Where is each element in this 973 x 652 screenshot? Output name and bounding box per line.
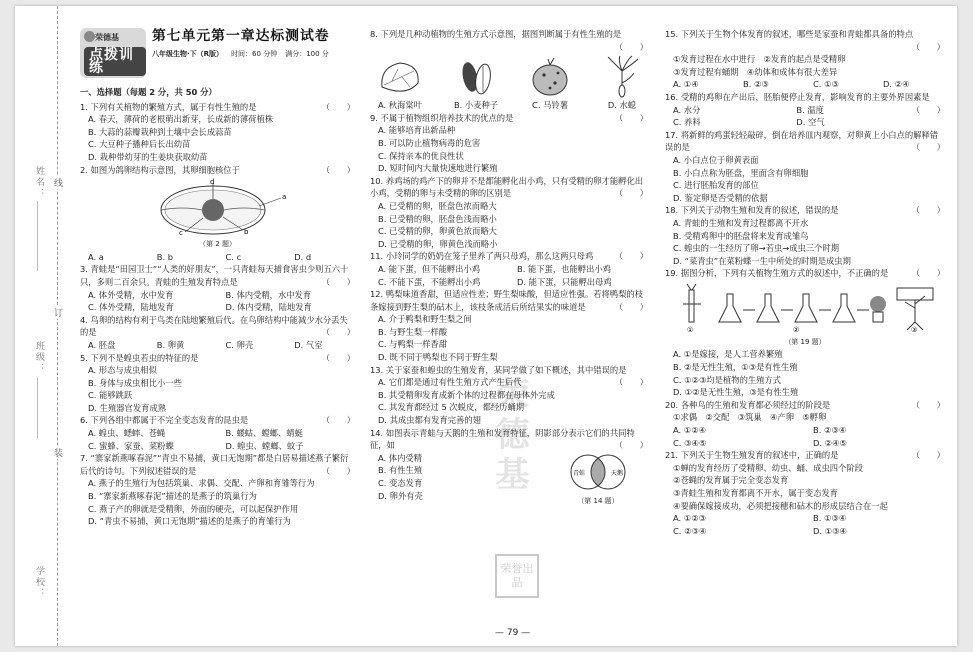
option-b: B. 其受精卵发育成新个体的过程都在母体外完成 (378, 389, 555, 400)
option-c: C. ②③④ (673, 525, 707, 536)
question-19 (665, 267, 945, 399)
statement: ④要确保嫁接成功，必须把接穗和砧木的形成层结合在一起 (673, 500, 888, 511)
answer-blank: （ ） (614, 188, 648, 199)
option-c: C. 蝗虫的一生经历了卵→若虫→成虫三个时期 (673, 243, 840, 254)
question-15 (665, 28, 945, 91)
option-d: D. 能下蛋，只能孵出母鸡 (517, 276, 612, 287)
question-stem: 2. 如图为鸽卵结构示意图，其卵细胞核位于 (80, 164, 240, 175)
page-title: 第七单元第一章达标测试卷 (152, 28, 330, 44)
potato-image (528, 55, 572, 99)
figure-caption: （第 2 题） (199, 240, 236, 249)
seed-germination-figure (897, 288, 933, 330)
option-b: B. 身体与成虫相比小一些 (88, 377, 182, 388)
question-10 (370, 175, 648, 251)
option-c: C. ①③ (813, 79, 839, 90)
name-blank (37, 201, 38, 271)
label-b: b (243, 228, 248, 237)
option-d: D. ②④⑤ (813, 437, 847, 448)
question-stem: 7. “寨家新燕啄春泥”“青虫不易捕，黄口无饱期”都是白居易描述燕子繁衍后代的诗句。下列叙述错误的是 (80, 453, 349, 476)
option-a: A. ①④ (673, 79, 699, 90)
brand-name: 荣德基 (95, 33, 119, 42)
answer-blank: （ ） (321, 101, 355, 112)
binding-mark-pack: 装 (52, 448, 62, 457)
statement: ②苍蝇的发育属于完全变态发育 (673, 475, 789, 486)
option-b: B. 已受精的卵，胚盘色浅而略小 (378, 213, 497, 224)
question-4 (80, 314, 355, 352)
score-label: 满分：100 分 (285, 49, 329, 58)
option-d: D. 蝗虫、螳螂、蚊子 (225, 440, 304, 451)
option-a: A. 水分 (673, 104, 701, 115)
answer-blank: （ ） (911, 104, 945, 115)
egg-diagram (80, 178, 355, 236)
option-b: B. 有性生殖 (378, 465, 423, 476)
question-stem: 3. 青蛙是“田园卫士”“人类的好朋友”，一只青蛙每天捕食害虫少则五六十只，多则二百余只。青蛙的生殖发育特点是 (80, 264, 349, 287)
option-d: D. “菜青虫”在菜粉蝶一生中所处的时期是成虫期 (673, 255, 851, 266)
option-d: D. 体内受精，陆地发育 (225, 302, 312, 313)
option-c: C. 卵壳 (225, 339, 254, 350)
option-d: D. 空气 (796, 117, 825, 128)
option-d: D. ①③④ (813, 525, 847, 536)
option-a: A. ①②③ (673, 513, 707, 524)
binding-mark-line: 线 (52, 178, 62, 187)
question-stem: 14. 如图表示青蛙与天鹅的生殖和发育特征，阴影部分表示它们的共同特征，如 (370, 427, 635, 451)
option-a: A. ①②④ (673, 425, 707, 436)
option-c: C. 燕子产的卵就是受精卵，外面的硬壳，可以起保护作用 (88, 503, 299, 514)
label-d: d (209, 178, 214, 187)
option-a: A. 能下蛋，但不能孵出小鸡 (378, 263, 481, 274)
question-16 (665, 91, 945, 129)
answer-blank: （ ） (614, 112, 648, 123)
figure-number-2: ② (793, 325, 800, 334)
option-c: C. 体外受精，陆地发育 (88, 302, 174, 313)
brand-logo (80, 28, 146, 78)
question-stem: 17. 将新鲜的鸡蛋轻轻敲碎，倒在培养皿内观察，对卵黄上小白点的解释错误的是 (665, 129, 939, 153)
answer-blank: （ ） (321, 352, 355, 363)
option-b: B. ①③④ (813, 513, 847, 524)
option-c: C. 进行胚胎发育的部位 (673, 180, 759, 191)
option-b: B. 能下蛋，也能孵出小鸡 (517, 263, 611, 274)
answer-blank: （ ） (911, 268, 945, 279)
option-c: C. ③④⑤ (673, 437, 707, 448)
question-12 (370, 288, 648, 364)
option-d: D. 已受精的卵，卵黄色浅而略小 (378, 238, 498, 249)
answer-blank: （ ） (321, 276, 355, 287)
question-stem: 21. 下列关于生物生殖发育的叙述中，正确的是 (665, 450, 839, 461)
option-c: C. 能够跳跃 (88, 390, 133, 401)
reproduction-images (370, 55, 648, 112)
option-a: A. 秋海棠叶 (378, 100, 422, 111)
column-1 (80, 6, 355, 528)
option-a: A. 体内受精 (378, 452, 422, 463)
hydra-image (602, 55, 642, 99)
option-a: A. 蝗虫、蟋蟀、苍蝇 (88, 428, 166, 439)
figure-caption: （第 19 题） (784, 337, 826, 346)
figure-number-3: ③ (911, 325, 918, 334)
wheat-seed-image (456, 57, 496, 99)
option-c: C. 马铃薯 (532, 100, 569, 111)
option-a: A. 胚盘 (88, 339, 116, 350)
answer-blank: （ ） (911, 450, 945, 461)
option-d: D. 其成虫都有发育完善的翅 (378, 415, 481, 426)
question-stem: 15. 下列关于生物个体发育的叙述，哪些是家蚕和青蛙都具备的特点 (665, 29, 914, 39)
logo-text: 点拨训练 (84, 47, 146, 76)
question-14 (370, 427, 648, 508)
statement: ①蝉的发育经历了受精卵、幼虫、蛹、成虫四个阶段 (673, 462, 863, 473)
question-7 (80, 452, 355, 528)
question-stem: 20. 各种鸟的生殖和发育都必须经过的阶段是 (665, 399, 831, 410)
tissue-culture-figure (719, 294, 886, 322)
answer-blank: （ ） (321, 415, 355, 426)
question-17 (665, 129, 945, 205)
question-2 (80, 164, 355, 264)
option-b: B. 体内受精，水中发育 (225, 289, 312, 300)
column-2 (370, 28, 648, 508)
option-d: D. ①②是无性生殖，③是有性生殖 (673, 387, 799, 398)
option-d: D. ②④ (883, 79, 910, 90)
answer-blank: （ ） (321, 164, 355, 175)
option-a: A. 能够培育出新品种 (378, 125, 456, 136)
question-stem: 18. 下列关于动物生殖和发育的叙述，错误的是 (665, 205, 839, 216)
plant-reproduction-figure (665, 282, 945, 334)
cut-line (57, 6, 58, 646)
option-a: A. 形态与成虫相似 (88, 365, 157, 376)
option-c: C. 大豆种子播种后长出幼苗 (88, 139, 191, 150)
option-d: D. “青虫不易捕，黄口无饱期”描述的是燕子的育雏行为 (88, 516, 291, 527)
statement: ③青蛙生殖和发育都离不开水，属于变态发育 (673, 488, 839, 498)
option-b: B. 卵黄 (156, 339, 185, 350)
option-a: A. 体外受精，水中发育 (88, 289, 174, 300)
question-1 (80, 101, 355, 164)
option-d: D. 短时间内大量快速地进行繁殖 (378, 163, 498, 174)
option-d: D. 鉴定卵是否受精的依据 (673, 192, 768, 203)
question-stem: 10. 养鸡场的鸡产下的卵并不是都能孵化出小鸡，只有受精的卵才能孵化出小鸡，受精的卵与未受精的卵的区别是 (370, 175, 644, 199)
question-stem: 11. 小玲同学的奶奶在笼子里养了两只母鸡，那么这两只母鸡 (370, 251, 594, 262)
figure-number-1: ① (687, 325, 694, 334)
binding-mark-order: 订 (52, 308, 62, 317)
answer-blank: （ ） (614, 377, 648, 388)
option-b: B. 蝼蛄、螳螂、蜻蜓 (225, 428, 303, 439)
question-11 (370, 250, 648, 288)
option-b: B. ②③④ (813, 425, 847, 436)
answer-blank: （ ） (321, 327, 355, 338)
answer-blank: （ ） (321, 465, 355, 476)
option-d: D. 生殖器官发育成熟 (88, 402, 167, 413)
answer-blank: （ ） (614, 41, 648, 52)
option-d: D. 卵外有壳 (378, 490, 423, 501)
question-stem: 1. 下列有关植物的繁殖方式，属于有性生殖的是 (80, 101, 257, 112)
grade-label: 八年级生物·下（R版） (152, 49, 224, 58)
answer-blank: （ ） (614, 440, 648, 451)
statement: ①求偶 ②交配 ③筑巢 ④产卵 ⑤孵卵 (673, 412, 827, 423)
option-c: C. 已受精的卵，卵黄色浓而略大 (378, 226, 497, 237)
option-b: B. 小麦种子 (453, 100, 499, 111)
option-d: D. 气室 (294, 339, 323, 350)
option-d: D. 水螅 (607, 100, 637, 111)
option-b: B. 受精鸡卵中的胚盘将来发育成雏鸟 (673, 230, 809, 241)
venn-label-frog: 青蛙 (573, 469, 586, 477)
name-label: 姓名： (34, 166, 44, 199)
answer-blank: （ ） (911, 41, 945, 52)
option-b: B. ②是无性生殖，①③是有性生殖 (673, 362, 798, 373)
question-stem: 9. 不属于植物组织培养技术的优点的是 (370, 112, 514, 123)
watermark: 荣德基 (489, 376, 529, 496)
option-b: B. 温度 (796, 104, 824, 115)
question-stem: 5. 下列不是蝗虫若虫的特征的是 (80, 352, 199, 363)
page-number: — 79 — (495, 628, 531, 638)
question-stem: 19. 据图分析，下列有关植物生殖方式的叙述中，不正确的是 (665, 268, 889, 279)
option-a: A. 已受精的卵，胚盘色浓而略大 (378, 200, 497, 211)
question-stem: 6. 下列各组中都属于不完全变态发育的昆虫是 (80, 415, 249, 426)
class-blank (37, 378, 38, 438)
question-stem: 12. 鸭梨味道香甜，但适应性差；野生梨味酸，但适应性强。若将鸭梨的枝条嫁接到野生梨的砧木上，该枝条成活后所结果实的味道是 (370, 289, 644, 312)
option-c: C. c (225, 251, 242, 262)
answer-blank: （ ） (614, 251, 648, 262)
question-9 (370, 112, 648, 175)
option-a: A. 春天，薄荷的老根萌出新芽，长成新的薄荷植株 (88, 114, 274, 125)
label-a: a (281, 193, 286, 202)
question-3 (80, 263, 355, 313)
option-a: A. 介于鸭梨和野生梨之间 (378, 314, 472, 325)
option-c: C. ①②③均是植物的生殖方式 (673, 374, 782, 385)
question-8 (370, 28, 648, 112)
grafting-figure (683, 284, 701, 322)
option-b: B. ②③ (743, 79, 769, 90)
option-c: C. 变态发育 (378, 478, 423, 488)
class-label: 班级： (34, 341, 44, 374)
option-c: C. 其发育都经过 5 次蜕皮，都经历蛹期 (378, 402, 525, 413)
option-a: A. 小白点位于卵黄表面 (673, 154, 759, 165)
binding-margin (15, 6, 77, 646)
school-label: 学校： (34, 566, 44, 599)
question-20 (665, 399, 945, 449)
option-b: B. 大蒜的蒜瓣栽种到土壤中会长成蒜苗 (88, 126, 232, 137)
option-a: A. ①是嫁接，是人工营养繁殖 (673, 349, 783, 360)
exam-page (15, 6, 957, 646)
statement: ①发育过程在水中进行 ②发育的起点是受精卵 (673, 54, 846, 65)
section-heading: 一、选择题（每题 2 分，共 50 分） (80, 87, 217, 97)
option-b: B. 可以防止植物病毒的危害 (378, 137, 481, 148)
option-b: B. 小白点称为胚盘，里面含有卵细胞 (673, 167, 809, 178)
begonia-leaf-image (376, 57, 424, 99)
venn-label-swan: 天鹅 (611, 469, 624, 477)
option-d: D. d (294, 251, 312, 262)
answer-blank: （ ） (911, 399, 945, 410)
column-3 (665, 28, 945, 537)
option-a: A. 燕子的生殖行为包括筑巢、求偶、交配、产卵和育雏等行为 (88, 478, 315, 489)
option-c: C. 保持亲本的优良性状 (378, 150, 464, 161)
answer-blank: （ ） (614, 301, 648, 312)
option-c: C. 与鸭梨一样香甜 (378, 339, 448, 350)
option-a: A. 青蛙的生殖和发育过程都离不开水 (673, 217, 809, 228)
option-b: B. “寨家新燕啄春泥”描述的是燕子的筑巢行为 (88, 491, 257, 502)
question-stem: 13. 关于家蚕和蝗虫的生殖发育，某同学做了如下概述，其中错误的是 (370, 364, 627, 375)
question-21 (665, 449, 945, 537)
statement: ③发育过程有蛹期 ④幼体和成体有很大差异 (673, 66, 838, 77)
option-d: D. 栽种带幼芽的生姜块获取幼苗 (88, 151, 208, 162)
question-18 (665, 204, 945, 267)
watermark-stamp: 荣誉出品 (495, 554, 539, 598)
exam-header (80, 28, 355, 80)
option-b: B. 与野生梨一样酸 (378, 326, 448, 337)
option-d: D. 既不同于鸭梨也不同于野生梨 (378, 352, 498, 363)
time-label: 时间：60 分钟 (231, 49, 278, 58)
question-stem: 8. 下列是几种动植物的生殖方式示意图，据图判断属于有性生殖的是 (370, 29, 622, 39)
question-stem: 4. 鸟卵的结构有利于鸟类在陆地繁殖后代。在鸟卵结构中能减少水分丢失的是 (80, 314, 348, 338)
option-c: C. 养料 (673, 117, 701, 128)
figure-caption: （第 14 题） (577, 497, 619, 506)
option-a: A. a (88, 251, 104, 262)
question-13 (370, 364, 648, 427)
venn-diagram (558, 452, 638, 492)
question-5 (80, 352, 355, 415)
option-c: C. 蜜蜂、家蚕、菜粉蝶 (88, 440, 174, 451)
option-b: B. b (156, 251, 173, 262)
option-c: C. 不能下蛋，不能孵出小鸡 (378, 276, 481, 287)
label-c: c (178, 229, 183, 237)
mascot-icon (84, 31, 95, 42)
question-stem: 16. 受精的鸡卵在产出后，胚胎便停止发育，影响发育的主要外界因素是 (665, 91, 930, 102)
answer-blank: （ ） (911, 142, 945, 153)
question-6 (80, 414, 355, 452)
option-a: A. 它们都是通过有性生殖方式产生后代 (378, 377, 522, 388)
answer-blank: （ ） (911, 205, 945, 216)
